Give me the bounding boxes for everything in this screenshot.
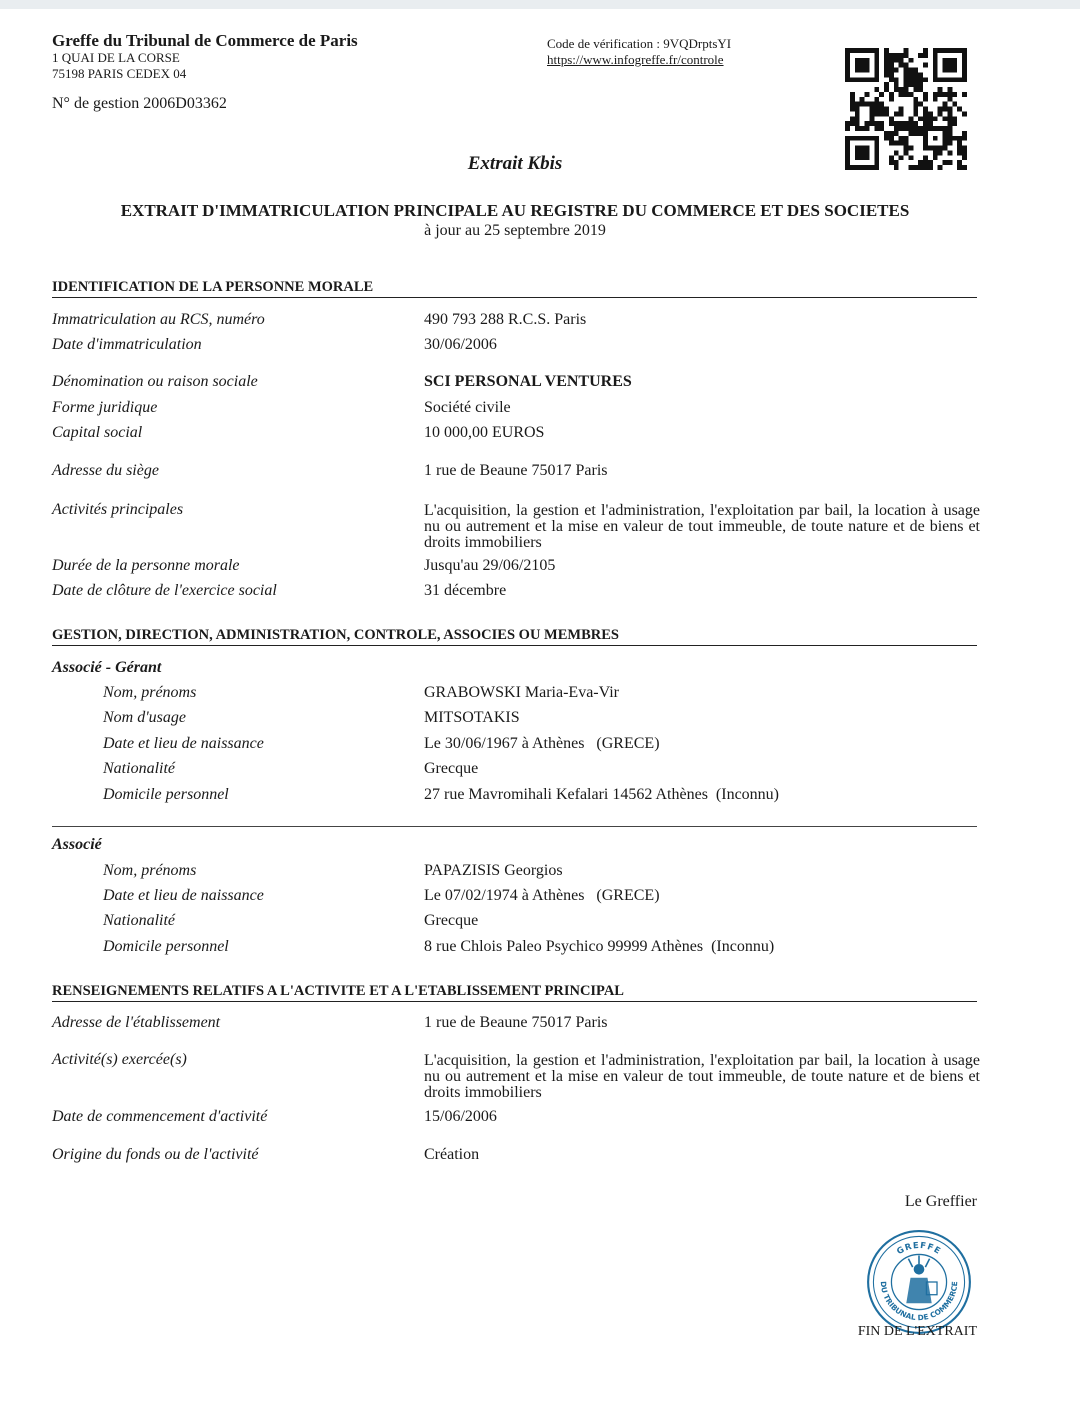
section-title-activity: RENSEIGNEMENTS RELATIFS A L'ACTIVITE ET A L'ETABLISSEMENT PRINCIPAL [52,983,624,999]
registration-date-value: 30/06/2006 [424,336,497,353]
domicile-label: Domicile personnel [103,786,229,803]
rcs-value: 490 793 288 R.C.S. Paris [424,311,587,328]
legal-form-label: Forme juridique [52,399,158,416]
nationality-value: Grecque [424,912,479,929]
partner-divider [52,826,977,827]
partner-role: Associé [52,836,102,853]
denomination-label: Dénomination ou raison sociale [52,373,258,390]
legal-form-value: Société civile [424,399,511,416]
origin-label: Origine du fonds ou de l'activité [52,1146,259,1163]
section-divider [52,1001,977,1002]
activity-value: L'acquisition, la gestion et l'administration, l'exploitation par bail, la location à usage nu ou autrement et la mise en valeur de tout immeuble, de toute nature et de biens et droits immobiliers [424,1052,980,1101]
start-date-label: Date de commencement d'activité [52,1108,268,1125]
domicile-label: Domicile personnel [103,938,229,955]
nationality-label: Nationalité [103,760,175,777]
section-title-identification: IDENTIFICATION DE LA PERSONNE MORALE [52,279,374,295]
partner-role: Associé - Gérant [52,659,162,676]
name-label: Nom, prénoms [103,862,197,879]
verification-code: Code de vérification : 9VQDrptsYI [547,36,732,51]
nationality-value: Grecque [424,760,479,777]
siege-address-value: 1 rue de Beaune 75017 Paris [424,462,608,479]
rcs-label: Immatriculation au RCS, numéro [52,311,265,328]
section-divider [52,645,977,646]
kbis-page [0,9,1080,1416]
document-title: EXTRAIT D'IMMATRICULATION PRINCIPALE AU REGISTRE DU COMMERCE ET DES SOCIETES [120,201,910,220]
section-divider [52,297,977,298]
capital-value: 10 000,00 EUROS [424,424,545,441]
birth-label: Date et lieu de naissance [103,887,264,904]
birth-value: Le 07/02/1974 à Athènes (GRECE) [424,887,660,904]
domicile-value: 27 rue Mavromihali Kefalari 14562 Athènes (Inconnu) [424,786,780,803]
verification-link[interactable]: https://www.infogreffe.fr/controle [547,52,724,67]
name-value: PAPAZISIS Georgios [424,862,563,879]
origin-value: Création [424,1146,480,1163]
registration-date-label: Date d'immatriculation [52,336,202,353]
greffe-address-line1: 1 QUAI DE LA CORSE [52,50,180,65]
name-label: Nom, prénoms [103,684,197,701]
duration-value: Jusqu'au 29/06/2105 [424,557,556,574]
fiscal-close-label: Date de clôture de l'exercice social [52,582,277,599]
usage-name-label: Nom d'usage [103,709,186,726]
greffe-name: Greffe du Tribunal de Commerce de Paris [52,31,358,50]
birth-value: Le 30/06/1967 à Athènes (GRECE) [424,735,660,752]
main-activities-value: L'acquisition, la gestion et l'administration, l'exploitation par bail, la location à usage nu ou autrement et la mise en valeur de tout immeuble, de toute nature et de biens et droits immobiliers [424,502,980,551]
nationality-label: Nationalité [103,912,175,929]
qr-code-icon [845,48,967,170]
fiscal-close-value: 31 décembre [424,582,507,599]
duration-label: Durée de la personne morale [52,557,240,574]
main-activities-label: Activités principales [52,501,184,518]
document-date: à jour au 25 septembre 2019 [424,222,606,239]
end-of-extract: FIN DE L'EXTRAIT [857,1324,977,1339]
birth-label: Date et lieu de naissance [103,735,264,752]
svg-text:DU TRIBUNAL DE COMMERCE: DU TRIBUNAL DE COMMERCE [878,1280,960,1323]
svg-text:GREFFE: GREFFE [894,1239,944,1257]
greffier-signature: Le Greffier [904,1193,977,1210]
denomination-value: SCI PERSONAL VENTURES [424,373,632,390]
siege-address-label: Adresse du siège [52,462,159,479]
official-seal-icon [866,1229,972,1335]
activity-label: Activité(s) exercée(s) [52,1051,187,1068]
document-type: Extrait Kbis [467,153,563,174]
establishment-address-label: Adresse de l'établissement [52,1014,221,1031]
section-title-management: GESTION, DIRECTION, ADMINISTRATION, CONTROLE, ASSOCIES OU MEMBRES [52,627,619,643]
start-date-value: 15/06/2006 [424,1108,497,1125]
usage-name-value: MITSOTAKIS [424,709,520,726]
name-value: GRABOWSKI Maria-Eva-Vir [424,684,619,701]
gestion-number: N° de gestion 2006D03362 [52,95,227,112]
domicile-value: 8 rue Chlois Paleo Psychico 99999 Athènes (Inconnu) [424,938,775,955]
establishment-address-value: 1 rue de Beaune 75017 Paris [424,1014,608,1031]
greffe-address-line2: 75198 PARIS CEDEX 04 [52,66,187,81]
capital-label: Capital social [52,424,143,441]
